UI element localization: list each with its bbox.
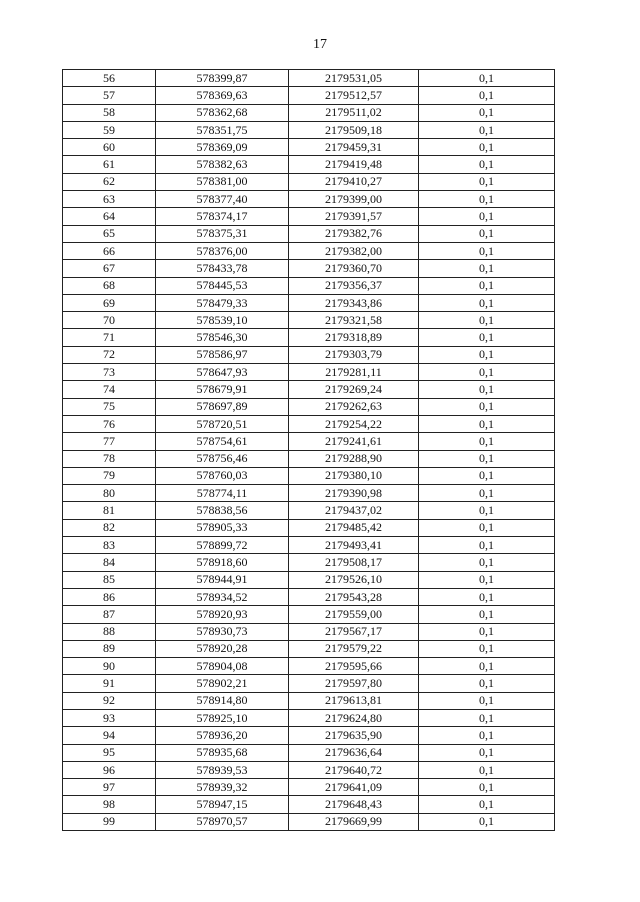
- table-row: [63, 173, 555, 190]
- x-coordinate-cell: 578920,93: [156, 606, 289, 623]
- accuracy-cell: 0,1: [419, 398, 555, 415]
- point-number-cell: 91: [63, 675, 156, 692]
- x-coordinate-cell: 578586,97: [156, 346, 289, 363]
- table-row: [63, 675, 555, 692]
- table-row: [63, 208, 555, 225]
- accuracy-cell: 0,1: [419, 415, 555, 432]
- y-coordinate-cell: 2179567,17: [289, 623, 419, 640]
- accuracy-cell: 0,1: [419, 139, 555, 156]
- y-coordinate-cell: 2179380,10: [289, 467, 419, 484]
- point-number-cell: 58: [63, 104, 156, 121]
- y-coordinate-cell: 2179254,22: [289, 415, 419, 432]
- x-coordinate-cell: 578947,15: [156, 796, 289, 813]
- y-coordinate-cell: 2179641,09: [289, 779, 419, 796]
- accuracy-cell: 0,1: [419, 744, 555, 761]
- point-number-cell: 56: [63, 70, 156, 87]
- table-row: [63, 588, 555, 605]
- table-row: [63, 761, 555, 778]
- y-coordinate-cell: 2179321,58: [289, 312, 419, 329]
- point-number-cell: 64: [63, 208, 156, 225]
- y-coordinate-cell: 2179241,61: [289, 433, 419, 450]
- point-number-cell: 95: [63, 744, 156, 761]
- y-coordinate-cell: 2179343,86: [289, 294, 419, 311]
- accuracy-cell: 0,1: [419, 658, 555, 675]
- point-number-cell: 81: [63, 502, 156, 519]
- x-coordinate-cell: 578920,28: [156, 640, 289, 657]
- accuracy-cell: 0,1: [419, 796, 555, 813]
- y-coordinate-cell: 2179459,31: [289, 139, 419, 156]
- table-row: [63, 554, 555, 571]
- x-coordinate-cell: 578760,03: [156, 467, 289, 484]
- point-number-cell: 84: [63, 554, 156, 571]
- accuracy-cell: 0,1: [419, 242, 555, 259]
- point-number-cell: 83: [63, 537, 156, 554]
- table-row: [63, 744, 555, 761]
- table-row: [63, 571, 555, 588]
- accuracy-cell: 0,1: [419, 450, 555, 467]
- x-coordinate-cell: 578382,63: [156, 156, 289, 173]
- table-row: [63, 692, 555, 709]
- accuracy-cell: 0,1: [419, 104, 555, 121]
- accuracy-cell: 0,1: [419, 381, 555, 398]
- x-coordinate-cell: 578944,91: [156, 571, 289, 588]
- y-coordinate-cell: 2179485,42: [289, 519, 419, 536]
- accuracy-cell: 0,1: [419, 606, 555, 623]
- point-number-cell: 86: [63, 588, 156, 605]
- x-coordinate-cell: 578445,53: [156, 277, 289, 294]
- point-number-cell: 72: [63, 346, 156, 363]
- y-coordinate-cell: 2179360,70: [289, 260, 419, 277]
- accuracy-cell: 0,1: [419, 519, 555, 536]
- x-coordinate-cell: 578939,53: [156, 761, 289, 778]
- y-coordinate-cell: 2179303,79: [289, 346, 419, 363]
- point-number-cell: 74: [63, 381, 156, 398]
- table-row: [63, 156, 555, 173]
- point-number-cell: 71: [63, 329, 156, 346]
- y-coordinate-cell: 2179526,10: [289, 571, 419, 588]
- accuracy-cell: 0,1: [419, 692, 555, 709]
- accuracy-cell: 0,1: [419, 312, 555, 329]
- accuracy-cell: 0,1: [419, 675, 555, 692]
- x-coordinate-cell: 578375,31: [156, 225, 289, 242]
- table-row: [63, 623, 555, 640]
- accuracy-cell: 0,1: [419, 346, 555, 363]
- x-coordinate-cell: 578899,72: [156, 537, 289, 554]
- table-row: [63, 606, 555, 623]
- table-row: [63, 813, 555, 830]
- x-coordinate-cell: 578377,40: [156, 191, 289, 208]
- table-row: [63, 433, 555, 450]
- y-coordinate-cell: 2179356,37: [289, 277, 419, 294]
- x-coordinate-cell: 578914,80: [156, 692, 289, 709]
- y-coordinate-cell: 2179543,28: [289, 588, 419, 605]
- x-coordinate-cell: 578679,91: [156, 381, 289, 398]
- table-row: [63, 191, 555, 208]
- y-coordinate-cell: 2179648,43: [289, 796, 419, 813]
- point-number-cell: 57: [63, 87, 156, 104]
- accuracy-cell: 0,1: [419, 571, 555, 588]
- point-number-cell: 79: [63, 467, 156, 484]
- accuracy-cell: 0,1: [419, 70, 555, 87]
- point-number-cell: 78: [63, 450, 156, 467]
- y-coordinate-cell: 2179512,57: [289, 87, 419, 104]
- x-coordinate-cell: 578970,57: [156, 813, 289, 830]
- x-coordinate-cell: 578374,17: [156, 208, 289, 225]
- point-number-cell: 93: [63, 709, 156, 726]
- y-coordinate-cell: 2179399,00: [289, 191, 419, 208]
- table-row: [63, 329, 555, 346]
- accuracy-cell: 0,1: [419, 588, 555, 605]
- table-row: [63, 104, 555, 121]
- x-coordinate-cell: 578399,87: [156, 70, 289, 87]
- accuracy-cell: 0,1: [419, 260, 555, 277]
- table-row: [63, 225, 555, 242]
- table-row: [63, 242, 555, 259]
- point-number-cell: 97: [63, 779, 156, 796]
- table-row: [63, 87, 555, 104]
- y-coordinate-cell: 2179419,48: [289, 156, 419, 173]
- point-number-cell: 73: [63, 364, 156, 381]
- point-number-cell: 65: [63, 225, 156, 242]
- point-number-cell: 66: [63, 242, 156, 259]
- x-coordinate-cell: 578381,00: [156, 173, 289, 190]
- x-coordinate-cell: 578754,61: [156, 433, 289, 450]
- y-coordinate-cell: 2179493,41: [289, 537, 419, 554]
- x-coordinate-cell: 578936,20: [156, 727, 289, 744]
- table-row: [63, 294, 555, 311]
- x-coordinate-cell: 578756,46: [156, 450, 289, 467]
- point-number-cell: 76: [63, 415, 156, 432]
- y-coordinate-cell: 2179437,02: [289, 502, 419, 519]
- point-number-cell: 94: [63, 727, 156, 744]
- accuracy-cell: 0,1: [419, 173, 555, 190]
- table-row: [63, 381, 555, 398]
- point-number-cell: 88: [63, 623, 156, 640]
- accuracy-cell: 0,1: [419, 813, 555, 830]
- y-coordinate-cell: 2179382,00: [289, 242, 419, 259]
- coordinate-table-body: [63, 70, 555, 831]
- x-coordinate-cell: 578369,63: [156, 87, 289, 104]
- table-row: [63, 312, 555, 329]
- point-number-cell: 90: [63, 658, 156, 675]
- accuracy-cell: 0,1: [419, 277, 555, 294]
- accuracy-cell: 0,1: [419, 554, 555, 571]
- point-number-cell: 77: [63, 433, 156, 450]
- x-coordinate-cell: 578930,73: [156, 623, 289, 640]
- x-coordinate-cell: 578546,30: [156, 329, 289, 346]
- table-row: [63, 796, 555, 813]
- point-number-cell: 99: [63, 813, 156, 830]
- y-coordinate-cell: 2179669,99: [289, 813, 419, 830]
- accuracy-cell: 0,1: [419, 467, 555, 484]
- point-number-cell: 60: [63, 139, 156, 156]
- point-number-cell: 89: [63, 640, 156, 657]
- page-number: 17: [313, 37, 327, 52]
- y-coordinate-cell: 2179391,57: [289, 208, 419, 225]
- accuracy-cell: 0,1: [419, 640, 555, 657]
- x-coordinate-cell: 578902,21: [156, 675, 289, 692]
- accuracy-cell: 0,1: [419, 433, 555, 450]
- x-coordinate-cell: 578925,10: [156, 709, 289, 726]
- point-number-cell: 68: [63, 277, 156, 294]
- accuracy-cell: 0,1: [419, 727, 555, 744]
- y-coordinate-cell: 2179613,81: [289, 692, 419, 709]
- y-coordinate-cell: 2179410,27: [289, 173, 419, 190]
- x-coordinate-cell: 578905,33: [156, 519, 289, 536]
- point-number-cell: 70: [63, 312, 156, 329]
- x-coordinate-cell: 578376,00: [156, 242, 289, 259]
- accuracy-cell: 0,1: [419, 225, 555, 242]
- x-coordinate-cell: 578774,11: [156, 485, 289, 502]
- accuracy-cell: 0,1: [419, 191, 555, 208]
- y-coordinate-cell: 2179595,66: [289, 658, 419, 675]
- table-row: [63, 277, 555, 294]
- x-coordinate-cell: 578369,09: [156, 139, 289, 156]
- table-row: [63, 139, 555, 156]
- y-coordinate-cell: 2179624,80: [289, 709, 419, 726]
- point-number-cell: 59: [63, 121, 156, 138]
- table-row: [63, 658, 555, 675]
- table-row: [63, 260, 555, 277]
- y-coordinate-cell: 2179269,24: [289, 381, 419, 398]
- table-row: [63, 502, 555, 519]
- accuracy-cell: 0,1: [419, 294, 555, 311]
- y-coordinate-cell: 2179511,02: [289, 104, 419, 121]
- y-coordinate-cell: 2179559,00: [289, 606, 419, 623]
- y-coordinate-cell: 2179288,90: [289, 450, 419, 467]
- y-coordinate-cell: 2179597,80: [289, 675, 419, 692]
- table-row: [63, 537, 555, 554]
- x-coordinate-cell: 578935,68: [156, 744, 289, 761]
- x-coordinate-cell: 578720,51: [156, 415, 289, 432]
- accuracy-cell: 0,1: [419, 761, 555, 778]
- y-coordinate-cell: 2179579,22: [289, 640, 419, 657]
- point-number-cell: 92: [63, 692, 156, 709]
- accuracy-cell: 0,1: [419, 709, 555, 726]
- y-coordinate-cell: 2179390,98: [289, 485, 419, 502]
- x-coordinate-cell: 578539,10: [156, 312, 289, 329]
- y-coordinate-cell: 2179640,72: [289, 761, 419, 778]
- point-number-cell: 85: [63, 571, 156, 588]
- accuracy-cell: 0,1: [419, 537, 555, 554]
- point-number-cell: 96: [63, 761, 156, 778]
- y-coordinate-cell: 2179635,90: [289, 727, 419, 744]
- point-number-cell: 98: [63, 796, 156, 813]
- table-row: [63, 467, 555, 484]
- point-number-cell: 61: [63, 156, 156, 173]
- table-row: [63, 450, 555, 467]
- accuracy-cell: 0,1: [419, 121, 555, 138]
- accuracy-cell: 0,1: [419, 208, 555, 225]
- coordinate-table: [62, 69, 555, 831]
- x-coordinate-cell: 578838,56: [156, 502, 289, 519]
- y-coordinate-cell: 2179281,11: [289, 364, 419, 381]
- point-number-cell: 80: [63, 485, 156, 502]
- point-number-cell: 87: [63, 606, 156, 623]
- x-coordinate-cell: 578904,08: [156, 658, 289, 675]
- accuracy-cell: 0,1: [419, 364, 555, 381]
- table-row: [63, 364, 555, 381]
- y-coordinate-cell: 2179382,76: [289, 225, 419, 242]
- table-row: [63, 779, 555, 796]
- y-coordinate-cell: 2179509,18: [289, 121, 419, 138]
- table-row: [63, 519, 555, 536]
- y-coordinate-cell: 2179508,17: [289, 554, 419, 571]
- accuracy-cell: 0,1: [419, 87, 555, 104]
- accuracy-cell: 0,1: [419, 623, 555, 640]
- x-coordinate-cell: 578939,32: [156, 779, 289, 796]
- table-row: [63, 121, 555, 138]
- table-row: [63, 398, 555, 415]
- y-coordinate-cell: 2179531,05: [289, 70, 419, 87]
- accuracy-cell: 0,1: [419, 485, 555, 502]
- point-number-cell: 82: [63, 519, 156, 536]
- table-row: [63, 727, 555, 744]
- table-row: [63, 485, 555, 502]
- accuracy-cell: 0,1: [419, 156, 555, 173]
- x-coordinate-cell: 578647,93: [156, 364, 289, 381]
- point-number-cell: 63: [63, 191, 156, 208]
- accuracy-cell: 0,1: [419, 779, 555, 796]
- y-coordinate-cell: 2179318,89: [289, 329, 419, 346]
- x-coordinate-cell: 578918,60: [156, 554, 289, 571]
- x-coordinate-cell: 578697,89: [156, 398, 289, 415]
- y-coordinate-cell: 2179262,63: [289, 398, 419, 415]
- table-row: [63, 70, 555, 87]
- point-number-cell: 62: [63, 173, 156, 190]
- y-coordinate-cell: 2179636,64: [289, 744, 419, 761]
- point-number-cell: 69: [63, 294, 156, 311]
- point-number-cell: 67: [63, 260, 156, 277]
- table-row: [63, 415, 555, 432]
- x-coordinate-cell: 578351,75: [156, 121, 289, 138]
- table-row: [63, 640, 555, 657]
- table-row: [63, 346, 555, 363]
- x-coordinate-cell: 578479,33: [156, 294, 289, 311]
- x-coordinate-cell: 578934,52: [156, 588, 289, 605]
- table-row: [63, 709, 555, 726]
- accuracy-cell: 0,1: [419, 502, 555, 519]
- x-coordinate-cell: 578362,68: [156, 104, 289, 121]
- accuracy-cell: 0,1: [419, 329, 555, 346]
- x-coordinate-cell: 578433,78: [156, 260, 289, 277]
- point-number-cell: 75: [63, 398, 156, 415]
